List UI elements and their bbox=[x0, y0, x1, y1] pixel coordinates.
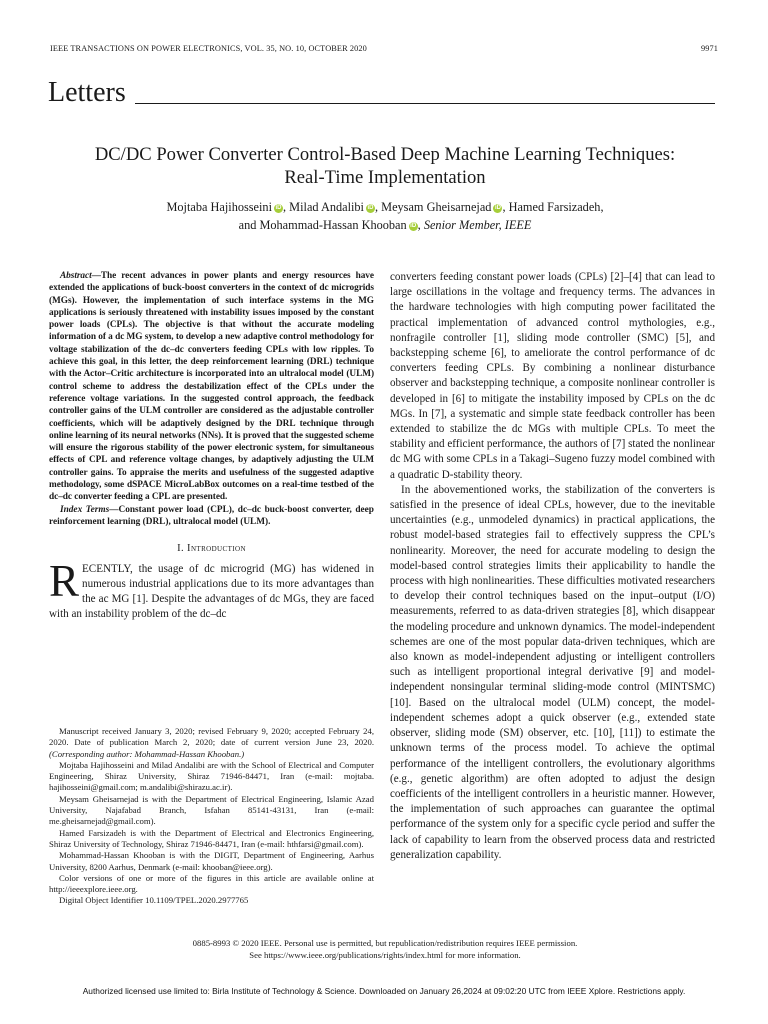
footnote-manuscript: Manuscript received January 3, 2020; revised February 9, 2020; accepted February 24, 2020. Date of publication March 2, 2020; date of current version June 23, 2020. (Corresponding author: Mohammad-Hassan Khooban.) bbox=[49, 726, 374, 759]
corresponding-author: (Corresponding author: Mohammad-Hassan Khooban.) bbox=[49, 748, 245, 759]
copyright-line-2: See https://www.ieee.org/publications/rights/index.html for more information. bbox=[249, 949, 521, 960]
right-column bbox=[390, 270, 715, 863]
page-number: 9971 bbox=[701, 44, 718, 53]
copyright-notice bbox=[40, 938, 730, 961]
index-terms bbox=[49, 504, 374, 529]
orcid-icon[interactable]: iD bbox=[275, 205, 282, 211]
body-paragraph: converters feeding constant power loads (CPLs) [2]–[4] that can lead to large oscillations in the voltage and frequency terms. The advances in the hardware technologies with high computing power facilitated the practical implementation of advanced control mythologies, e.g., nonfragile controller [1], sliding mode controller (SMC) [5], and backstepping scheme [6], to ameliorate the control performance of dc converters feeding CPLs. By combining a nonlinear disturbance observer and backstepping technique, a composite nonlinear controller is developed in [6] to mitigate the instability imposed by CPLs on the dc MGs. In [7], a systematic and simple state feedback controller has been extended to stabilize the dc MGs with multiple CPLs. To meet the stability and efficient performance, the authors of [7] stated the nonlinear dc MG with some CPLs in a Takagi–Sugeno fuzzy model combined with a quadratic D-stability theory. bbox=[390, 271, 715, 481]
footnote-affiliation: Hamed Farsizadeh is with the Department of Electrical and Electronics Engineering, Shiraz University of Technology, Shiraz 71946-84471, Iran (e-mail: hthfarsi@gmail.com). bbox=[49, 827, 374, 849]
orcid-icon[interactable]: iD bbox=[410, 223, 417, 229]
footnote-affiliation: Meysam Gheisarnejad is with the Department of Electrical Engineering, Islamic Azad University, Najafabad Branch, Isfahan 85141-43131, Iran (e-mail: me.gheisarnejad@gmail.com). bbox=[49, 793, 374, 827]
index-terms-text: —Constant power load (CPL), dc–dc buck-boost converter, deep reinforcement learning (DRL), ultralocal model (ULM). bbox=[49, 504, 374, 527]
section-heading-text: Introduction bbox=[187, 543, 246, 555]
drop-cap: R bbox=[49, 556, 80, 607]
orcid-icon[interactable]: iD bbox=[494, 205, 501, 211]
section-heading bbox=[49, 543, 374, 554]
footnote-affiliation: Mojtaba Hajihosseini and Milad Andalibi are with the School of Electrical and Computer Engineering, Shiraz University, Shiraz 71946-84471, Iran (e-mail: mojtaba. hajihosseini@gmail.com; m.andalibi@shirazu.ac.ir). bbox=[49, 759, 374, 793]
title-line-2: Real-Time Implementation bbox=[284, 167, 486, 188]
authorized-use-notice: Authorized licensed use limited to: Birla Institute of Technology & Science. Downloaded on January 26,2024 at 09:02:20 UTC from IEEE Xplore. Restrictions apply. bbox=[82, 986, 686, 996]
left-column bbox=[49, 270, 374, 621]
author-name: Milad Andalibi bbox=[289, 200, 364, 214]
title-line-1: DC/DC Power Converter Control-Based Deep Machine Learning Techniques: bbox=[94, 144, 676, 165]
section-numeral: I. bbox=[177, 543, 185, 555]
journal-info: IEEE TRANSACTIONS ON POWER ELECTRONICS, VOL. 35, NO. 10, OCTOBER 2020 bbox=[50, 44, 367, 53]
footnote-doi: Digital Object Identifier 10.1109/TPEL.2020.2977765 bbox=[59, 895, 249, 906]
paper-title bbox=[40, 143, 730, 189]
footnote-affiliation: Mohammad-Hassan Khooban is with the DIGIT, Department of Engineering, Aarhus University, 8200 Aarhus, Denmark (e-mail: khooban@ieee.org). bbox=[49, 850, 374, 872]
author-name: Mohammad-Hassan Khooban bbox=[259, 218, 407, 232]
footnote-color-note: Color versions of one or more of the figures in this article are available online at http://ieeexplore.ieee.org. bbox=[49, 872, 374, 895]
running-header bbox=[50, 44, 718, 56]
author-membership: Senior Member, IEEE bbox=[423, 218, 532, 232]
abstract-text: —The recent advances in power plants and energy resources have extended the applications of buck-boost converters in the context of dc microgrids (MGs). However, the implementation of such interface systems in the MG applications is seriously threatened with instability issues imposed by the constant power loads (CPLs). The objective is that without the accurate modeling information of a dc MG system, to develop a new adaptive control methodology for voltage stabilization of the dc–dc converters feeding CPLs with low ripples. To achieve this goal, in this letter, the deep reinforcement learning (DRL) technique with the Actor–Critic architecture is incorporated into an ultralocal model (ULM) control scheme to address the destabilization effect of the CPLs under the reference voltage variations. In the suggested control approach, the feedback controller gains of the ULM controller are considered as the adjustable controller coefficients, which will be adaptively designed by the DRL technique through online learning of its neural networks (NNs). It is proved that the suggested scheme will ensure the rigorous stability of the power electronic system, for simultaneous effects of CPL and reference voltage changes, by adaptively adjusting the ULM controller gains. To appraise the merits and usefulness of the suggested adaptive methodology, some dSPACE MicroLabBox outcomes on a real-time testbed of the dc–dc converter feeding a CPL are presented. bbox=[49, 271, 374, 503]
author-conjunction: and bbox=[238, 218, 257, 232]
intro-paragraph bbox=[49, 556, 374, 621]
author-line-2: and Mohammad-Hassan Khooban iD , Senior Member, IEEE bbox=[238, 218, 532, 232]
section-rule bbox=[135, 103, 715, 104]
author-name: Mojtaba Hajihosseini bbox=[166, 200, 273, 214]
author-name: Meysam Gheisarnejad bbox=[381, 200, 492, 214]
section-title: Letters bbox=[48, 77, 126, 108]
body-paragraph: In the abovementioned works, the stabilization of the converters is satisfied in the presence of ideal CPLs, however, due to the inevitable uncertainties (e.g., unmodeled dynamics) in practical applications, the robust model-based strategies fail to effectively suppress the CPL’s nonlinearity. Moreover, the need for accurate modeling to design the model-based control strategies limits their applicability to handle the process with high nonlinearities. These difficulties motivated researchers to develop their control techniques based on the input–output (I/O) measurements, referred to as data-driven strategies [8], which disappear the modeling procedure and unknown dynamics. The model-independent schemes are one of the most popular data-driven techniques, which are also known as model-independent adjusting or intelligent controllers such as intelligent proportional integral derivative [9] and model-independent nonsingular terminal sliding-mode control (MINTSMC) [10]. Based on the ultralocal model (ULM) concept, the model-independent schemes adopt a quick observer (e.g., extended state observer, sliding mode (SM) observer, etc. [10], [11]) to estimate the unknown terms of the process model. To achieve the optimal performance of the intelligent controllers, the evolutionary algorithms (e.g., genetic algorithm) are often adopted to adjust the design coefficients of the intelligent controllers in a heuristic manner. However, the implementation of such approaches can guarantee the optimal performance of the system only for a specific cycle period and suffer the lack of capability to learn from the observed process data and restricted generalization capability. bbox=[390, 483, 715, 861]
author-list bbox=[40, 198, 730, 234]
intro-text: ECENTLY, the usage of dc microgrid (MG) has widened in numerous industrial applications due to its more advantages than the ac MG [1]. Despite the advantages of dc MGs, they are faced with an instability problem of the dc–dc bbox=[49, 563, 374, 620]
author-line-1: Mojtaba Hajihosseini iD , Milad Andalibi iD , Meysam Gheisarnejad iD , Hamed Farsizadeh, bbox=[166, 200, 604, 214]
abstract-lead: Abstract bbox=[60, 271, 92, 281]
footnotes bbox=[49, 726, 374, 907]
author-name: Hamed Farsizadeh, bbox=[508, 200, 604, 214]
abstract bbox=[49, 270, 374, 504]
orcid-icon[interactable]: iD bbox=[367, 205, 374, 211]
copyright-line-1: 0885-8993 © 2020 IEEE. Personal use is permitted, but republication/redistribution requires IEEE permission. bbox=[192, 938, 578, 948]
index-terms-lead: Index Terms bbox=[60, 504, 110, 515]
